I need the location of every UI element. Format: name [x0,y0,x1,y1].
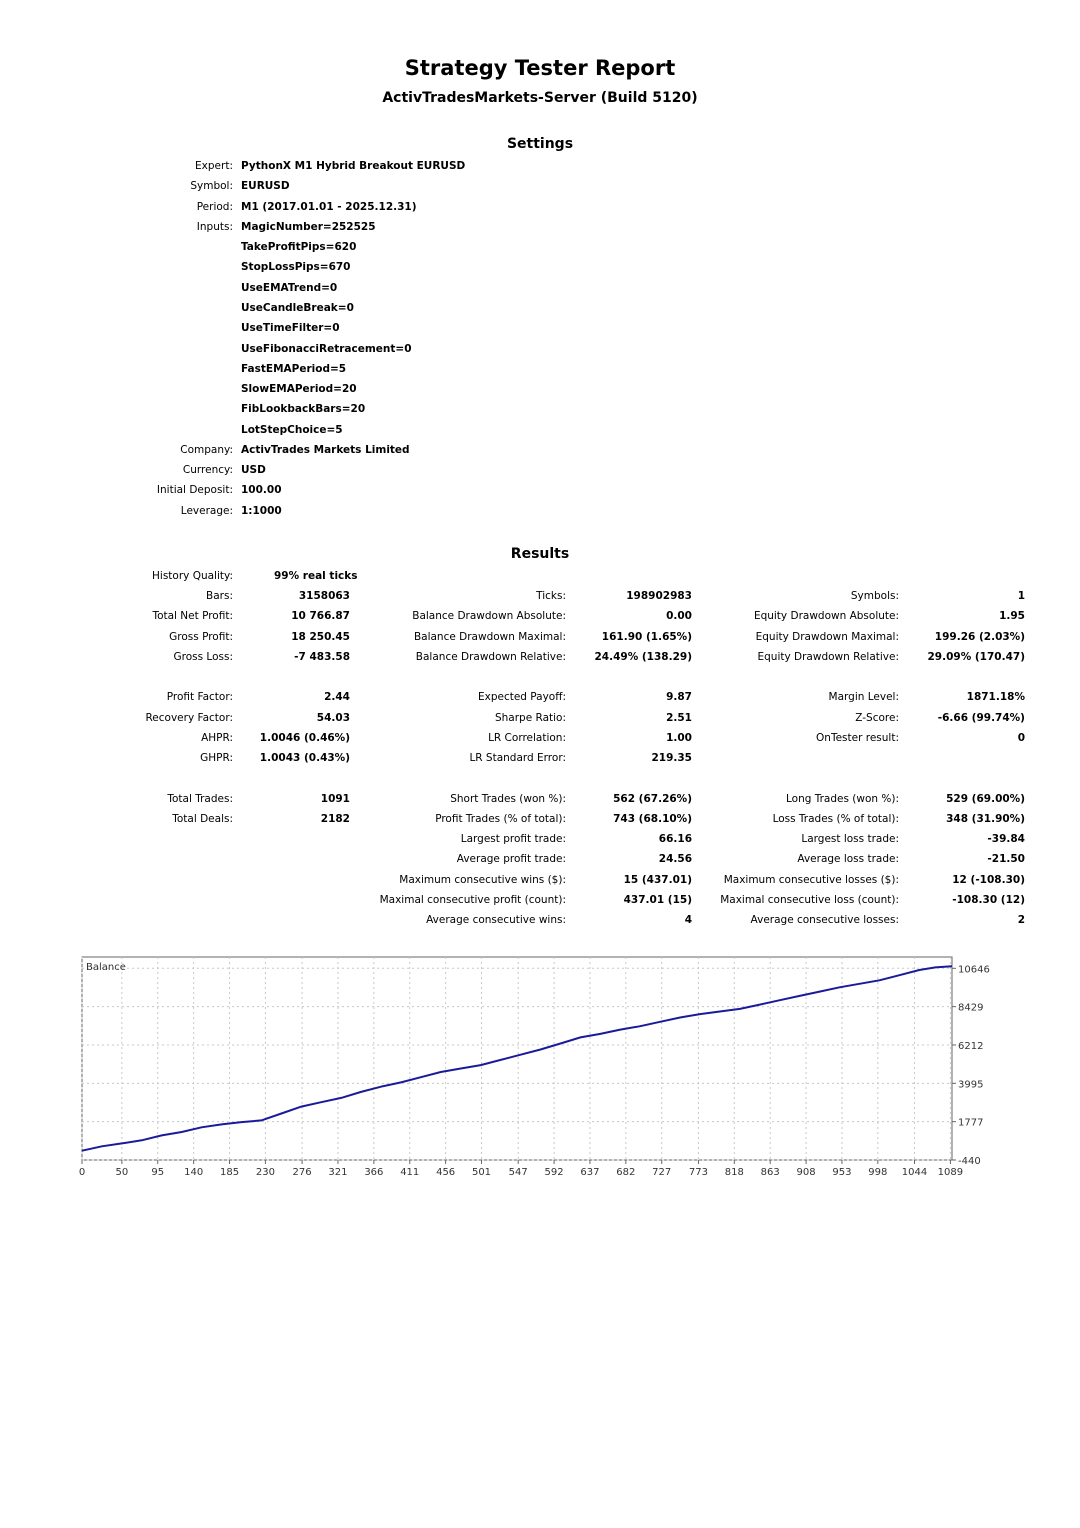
result-value: 3158063 [298,590,350,602]
result-label: Profit Trades (% of total): [435,812,566,825]
result-label: Largest profit trade: [460,833,566,845]
y-tick-label: 10646 [958,964,990,976]
x-tick-label: 773 [688,1167,708,1178]
input-param: SlowEMAPeriod=20 [241,383,357,395]
input-param: UseFibonacciRetracement=0 [241,343,412,355]
result-label: Balance Drawdown Relative: [415,650,566,663]
x-tick-label: 95 [151,1167,165,1178]
settings-heading: Settings [506,136,574,152]
y-tick-label: 1777 [958,1117,984,1129]
x-tick-label: 366 [364,1167,384,1178]
expert-label: Expert: [195,160,233,172]
balance-chart [76,950,996,1182]
result-label: Equity Drawdown Absolute: [753,610,899,623]
y-tick-label: -440 [958,1156,981,1167]
x-tick-label: 0 [78,1167,86,1178]
result-value: 198902983 [626,590,692,602]
input-param: LotStepChoice=5 [241,424,343,436]
x-tick-label: 185 [219,1167,240,1178]
x-tick-label: 1089 [937,1167,964,1178]
result-label: Profit Factor: [166,691,233,704]
report-title: Strategy Tester Report [404,56,676,80]
x-tick-label: 727 [652,1167,672,1178]
x-tick-label: 863 [760,1167,780,1178]
result-value: 15 (437.01) [623,873,692,886]
result-value: 529 (69.00%) [946,792,1025,805]
period-value: M1 (2017.01.01 - 2025.12.31) [241,201,417,213]
y-tick-label: 6212 [958,1040,984,1052]
currency-label: Currency: [182,464,233,476]
result-label: Total Trades: [167,792,233,805]
x-tick-label: 818 [724,1167,744,1178]
result-value: 1 [1017,590,1025,602]
period-label: Period: [196,201,233,213]
result-value: 66.16 [658,833,692,845]
result-value: 161.90 (1.65%) [601,630,692,643]
initial-deposit-label: Initial Deposit: [156,484,233,496]
x-tick-label: 592 [544,1167,564,1178]
result-label: GHPR: [200,752,233,764]
x-tick-label: 411 [400,1167,420,1178]
results-heading: Results [510,546,570,562]
result-value: -21.50 [987,853,1025,866]
result-value: 1091 [320,792,350,805]
result-value: -108.30 (12) [952,893,1025,906]
result-value: 4 [684,914,692,926]
input-param: FibLookbackBars=20 [241,403,366,415]
currency-value: USD [241,464,266,476]
result-label: Average consecutive wins: [426,914,566,926]
result-label: Maximum consecutive losses ($): [723,873,899,886]
result-value: 743 (68.10%) [613,812,692,825]
symbol-label: Symbol: [190,180,233,192]
company-value: ActivTrades Markets Limited [241,444,410,456]
y-tick-label: 3995 [958,1079,984,1091]
result-label: Average consecutive losses: [750,914,899,926]
balance-chart-svg [76,950,996,1182]
result-value: 1.00 [666,731,692,744]
result-value: 2.44 [324,691,350,704]
x-tick-label: 953 [832,1167,852,1178]
result-value: 24.56 [658,853,692,866]
result-label: Gross Loss: [173,650,233,663]
company-label: Company: [180,444,233,456]
result-value: 1.95 [999,610,1025,623]
history-quality-value: 99% real ticks [274,570,358,582]
result-value: 24.49% (138.29) [594,650,692,663]
result-label: Symbols: [850,590,899,602]
result-label: Balance Drawdown Maximal: [413,630,566,643]
result-value: 18 250.45 [291,630,350,643]
result-label: Average profit trade: [456,853,566,866]
input-param: StopLossPips=670 [241,261,351,273]
result-value: 348 (31.90%) [946,812,1025,825]
x-tick-label: 998 [868,1167,888,1178]
result-label: LR Standard Error: [469,752,566,764]
result-value: 2 [1017,914,1025,926]
result-value: 2182 [320,812,350,825]
symbol-value: EURUSD [241,180,290,192]
x-tick-label: 230 [255,1167,275,1178]
result-label: Largest loss trade: [801,833,899,845]
result-label: Total Deals: [172,812,233,825]
x-tick-label: 321 [328,1167,348,1178]
result-value: 54.03 [316,711,350,724]
input-param: MagicNumber=252525 [241,221,376,233]
result-label: Balance Drawdown Absolute: [412,610,566,623]
result-label: Loss Trades (% of total): [772,812,899,825]
input-param: TakeProfitPips=620 [241,241,357,253]
result-value: 1.0046 (0.46%) [259,731,350,744]
result-label: Average loss trade: [797,853,899,866]
result-label: LR Correlation: [488,731,566,744]
input-param: UseCandleBreak=0 [241,302,354,314]
leverage-label: Leverage: [180,505,233,517]
x-tick-label: 276 [292,1167,312,1178]
input-param: UseTimeFilter=0 [241,322,340,334]
x-tick-label: 547 [508,1167,528,1178]
result-value: 562 (67.26%) [613,792,692,805]
result-label: Expected Payoff: [477,691,566,704]
initial-deposit-value: 100.00 [241,484,282,496]
result-value: 29.09% (170.47) [927,650,1025,663]
chart-title: Balance [86,962,126,973]
result-value: 9.87 [666,691,692,704]
result-value: 1.0043 (0.43%) [259,752,350,764]
result-label: Short Trades (won %): [450,792,566,805]
result-value: 0.00 [666,610,692,623]
x-tick-label: 637 [580,1167,600,1178]
result-label: Long Trades (won %): [785,792,899,805]
result-label: Maximal consecutive profit (count): [379,893,566,906]
x-tick-label: 140 [184,1167,204,1178]
result-label: Equity Drawdown Maximal: [755,630,899,643]
x-tick-label: 908 [796,1167,816,1178]
result-value: 2.51 [666,711,692,724]
inputs-label: Inputs: [196,221,233,233]
result-value: -39.84 [987,833,1025,845]
input-param: UseEMATrend=0 [241,282,338,294]
input-param: FastEMAPeriod=5 [241,363,347,375]
result-label: Sharpe Ratio: [494,711,566,724]
plot-frame [82,957,952,1160]
result-value: 12 (-108.30) [952,873,1025,886]
result-value: 219.35 [651,752,692,764]
result-label: Margin Level: [828,691,899,704]
expert-value: PythonX M1 Hybrid Breakout EURUSD [241,160,466,172]
result-label: Maximal consecutive loss (count): [720,893,899,906]
result-label: Maximum consecutive wins ($): [399,873,566,886]
result-value: 199.26 (2.03%) [934,630,1025,643]
result-label: Z-Score: [855,711,899,724]
x-tick-label: 501 [471,1167,492,1178]
history-quality-label: History Quality: [152,570,233,582]
result-label: OnTester result: [816,731,899,744]
result-value: 10 766.87 [291,610,350,623]
x-tick-label: 682 [616,1167,636,1178]
result-label: Recovery Factor: [145,711,233,724]
result-value: 0 [1017,731,1025,744]
result-label: AHPR: [201,731,233,744]
result-label: Ticks: [536,590,566,602]
result-label: Gross Profit: [169,630,233,643]
result-value: -7 483.58 [294,650,350,663]
y-tick-label: 8429 [958,1002,984,1014]
result-value: 437.01 (15) [623,893,692,906]
x-tick-label: 456 [436,1167,456,1178]
x-tick-label: 1044 [901,1167,928,1178]
result-label: Bars: [206,590,233,602]
result-value: -6.66 (99.74%) [937,711,1025,724]
result-label: Equity Drawdown Relative: [757,650,899,663]
result-value: 1871.18% [966,691,1025,704]
report-subtitle: ActivTradesMarkets-Server (Build 5120) [382,90,698,106]
x-tick-label: 50 [115,1167,129,1178]
result-label: Total Net Profit: [152,610,233,623]
leverage-value: 1:1000 [241,505,282,517]
